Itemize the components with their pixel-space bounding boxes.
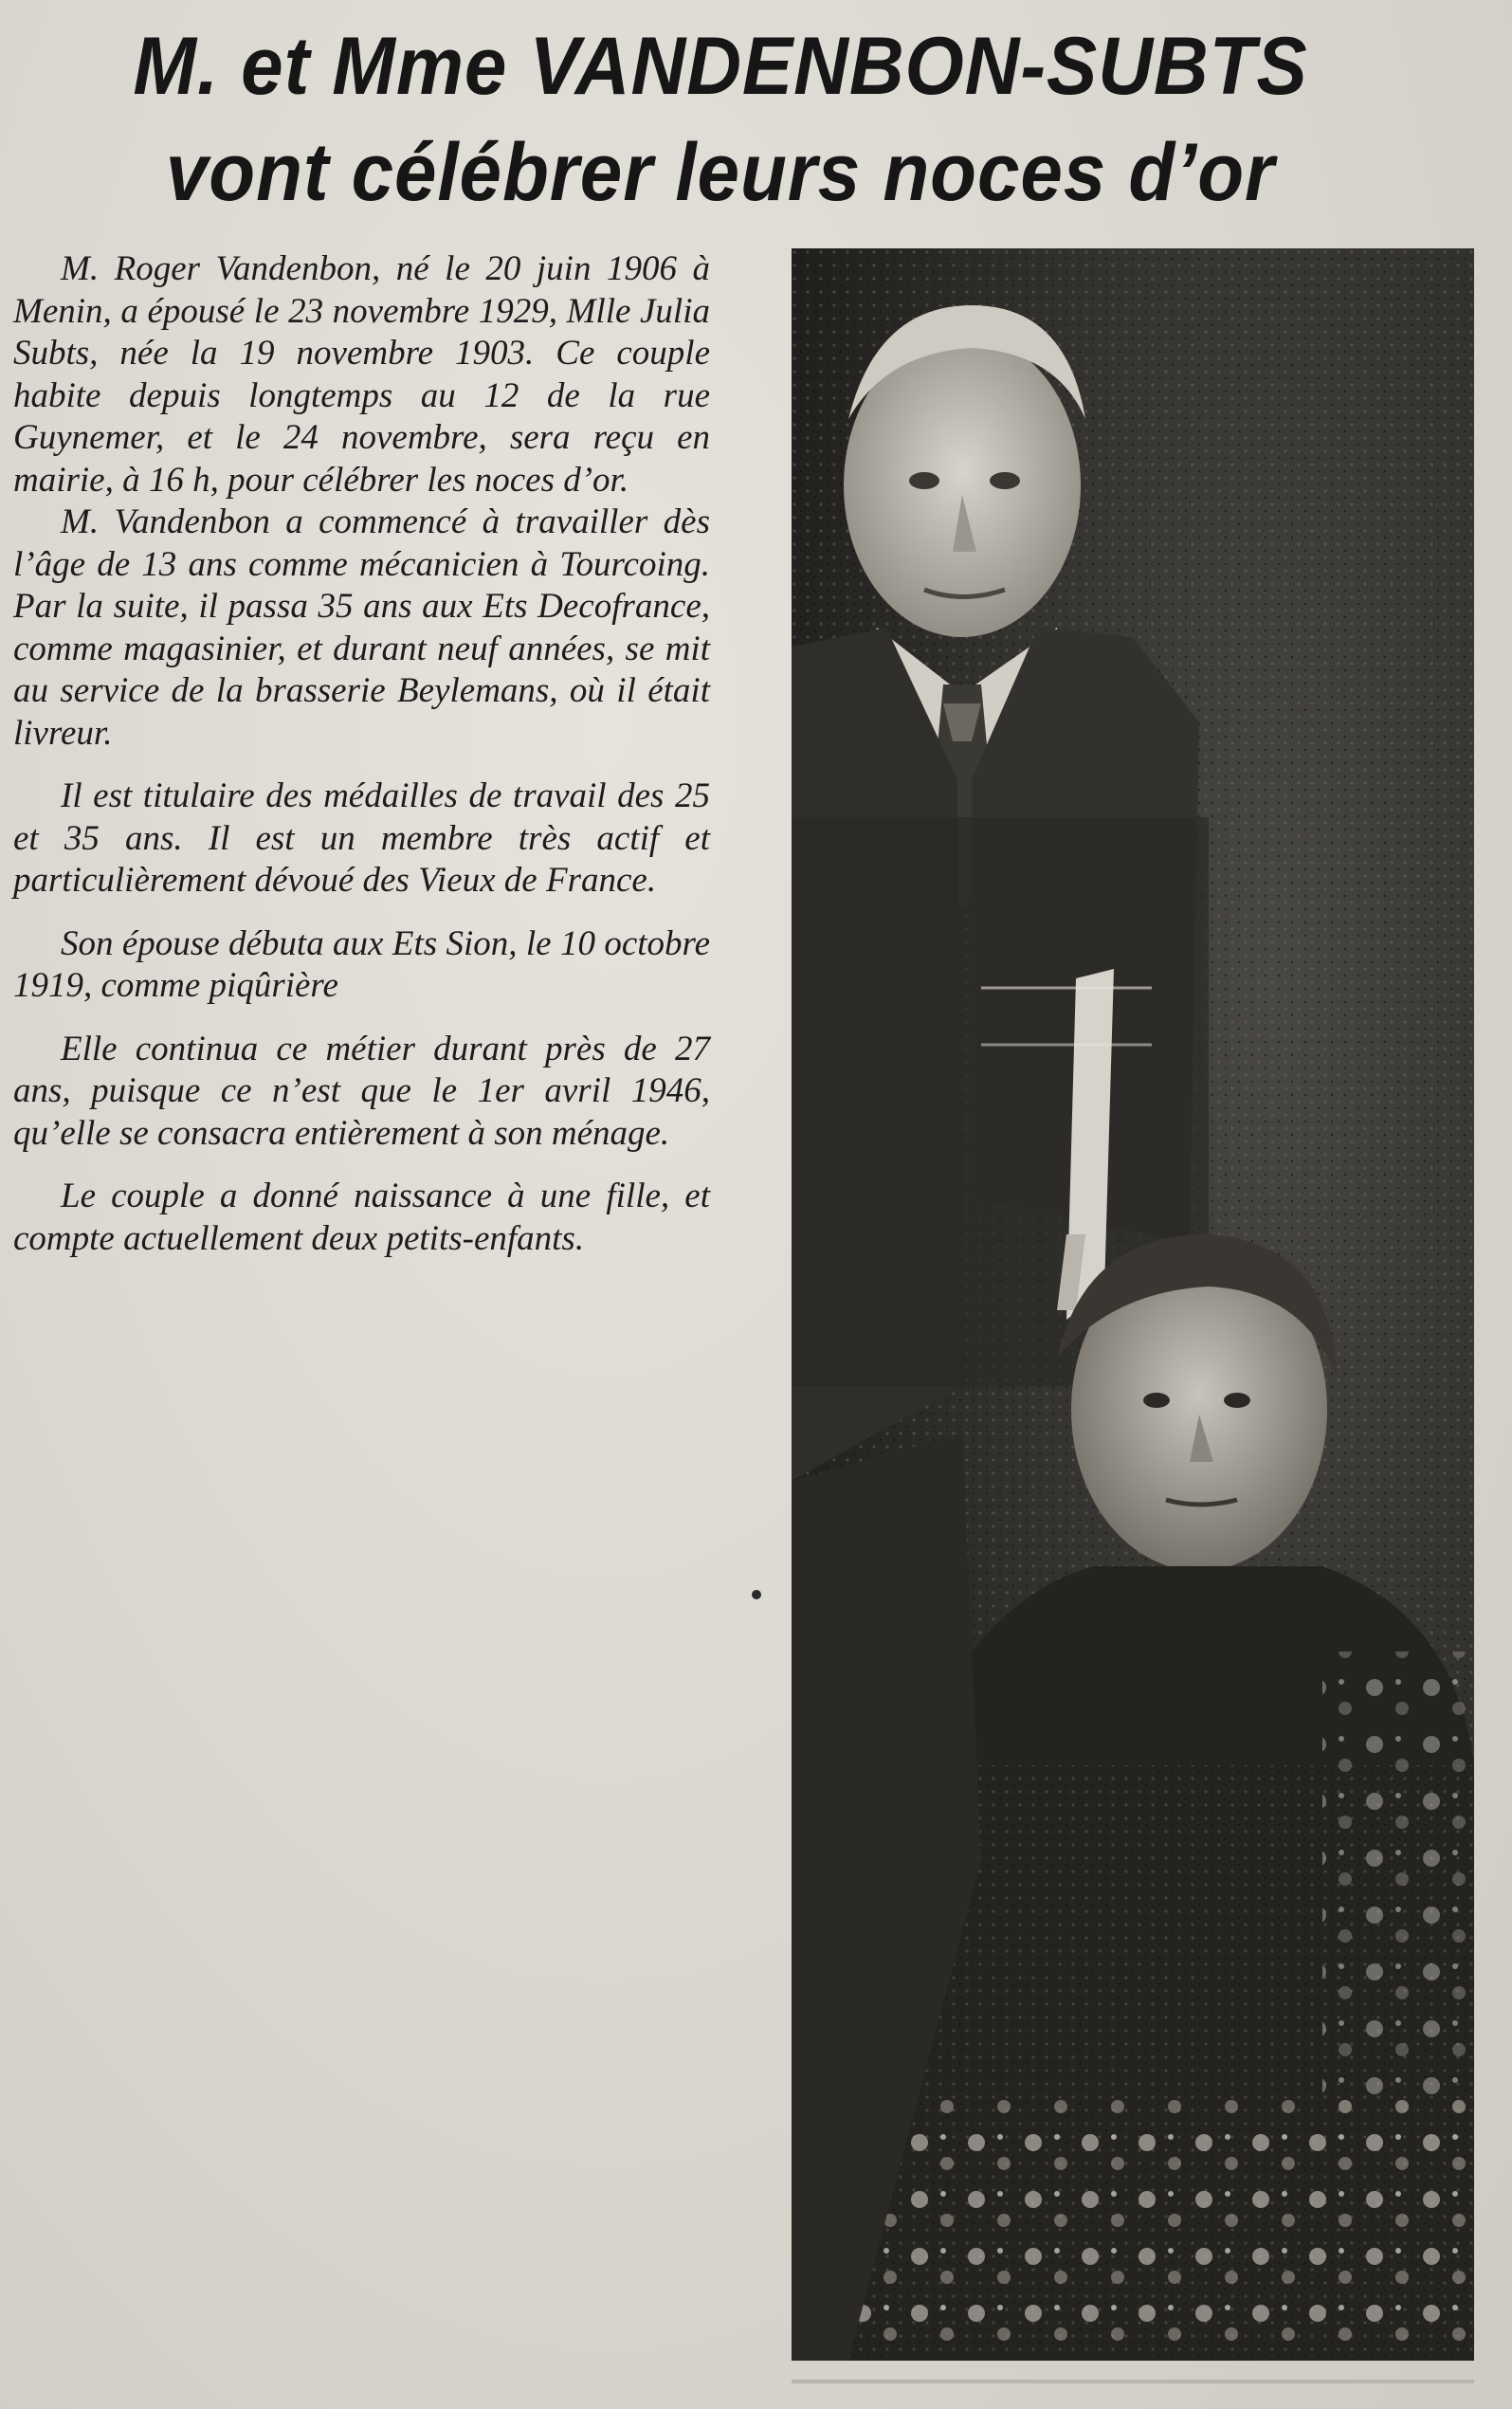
article-paragraph: Elle continua ce métier durant près de 27 ans, puisque ce n’est que le 1er avril 1946, qu’elle se consacra entièrement à son ménage. (13, 1029, 710, 1153)
couple-photo (792, 248, 1474, 2361)
headline (57, 19, 1384, 220)
couple-photo-image (792, 248, 1474, 2361)
article-body (13, 248, 710, 1281)
article-paragraph: Il est titulaire des médailles de travail des 25 et 35 ans. Il est un membre très actif et particulièrement dévoué des Vieux de France. (13, 776, 710, 900)
article-paragraph: Son épouse débuta aux Ets Sion, le 10 octobre 1919, comme piqûrière (13, 923, 710, 1005)
headline-line-2: vont célébrer leurs noces d’or (165, 127, 1276, 218)
headline-line-1: M. et Mme VANDENBON-SUBTS (133, 21, 1308, 112)
print-dot (752, 1590, 761, 1599)
article-paragraph: M. Roger Vandenbon, né le 20 juin 1906 à Menin, a épousé le 23 novembre 1929, Mlle Julia Subts, née la 19 novembre 1903. Ce couple habite depuis longtemps au 12 de la rue Guynemer, et le 24 novembre, sera reçu en mairie, à 16 h, pour célébrer les noces d’or. (13, 249, 710, 500)
photo-caption-rule (792, 2380, 1474, 2383)
article-paragraph: Le couple a donné naissance à une fille, et compte actuellement deux petits-enfants. (13, 1177, 710, 1258)
article-paragraph: M. Vandenbon a commencé à travailler dès l’âge de 13 ans comme mécanicien à Tourcoing. Par la suite, il passa 35 ans aux Ets Decofrance, comme magasinier, et durant neuf années, se mit au service de la brasserie Beylemans, où il était livreur. (13, 502, 710, 753)
